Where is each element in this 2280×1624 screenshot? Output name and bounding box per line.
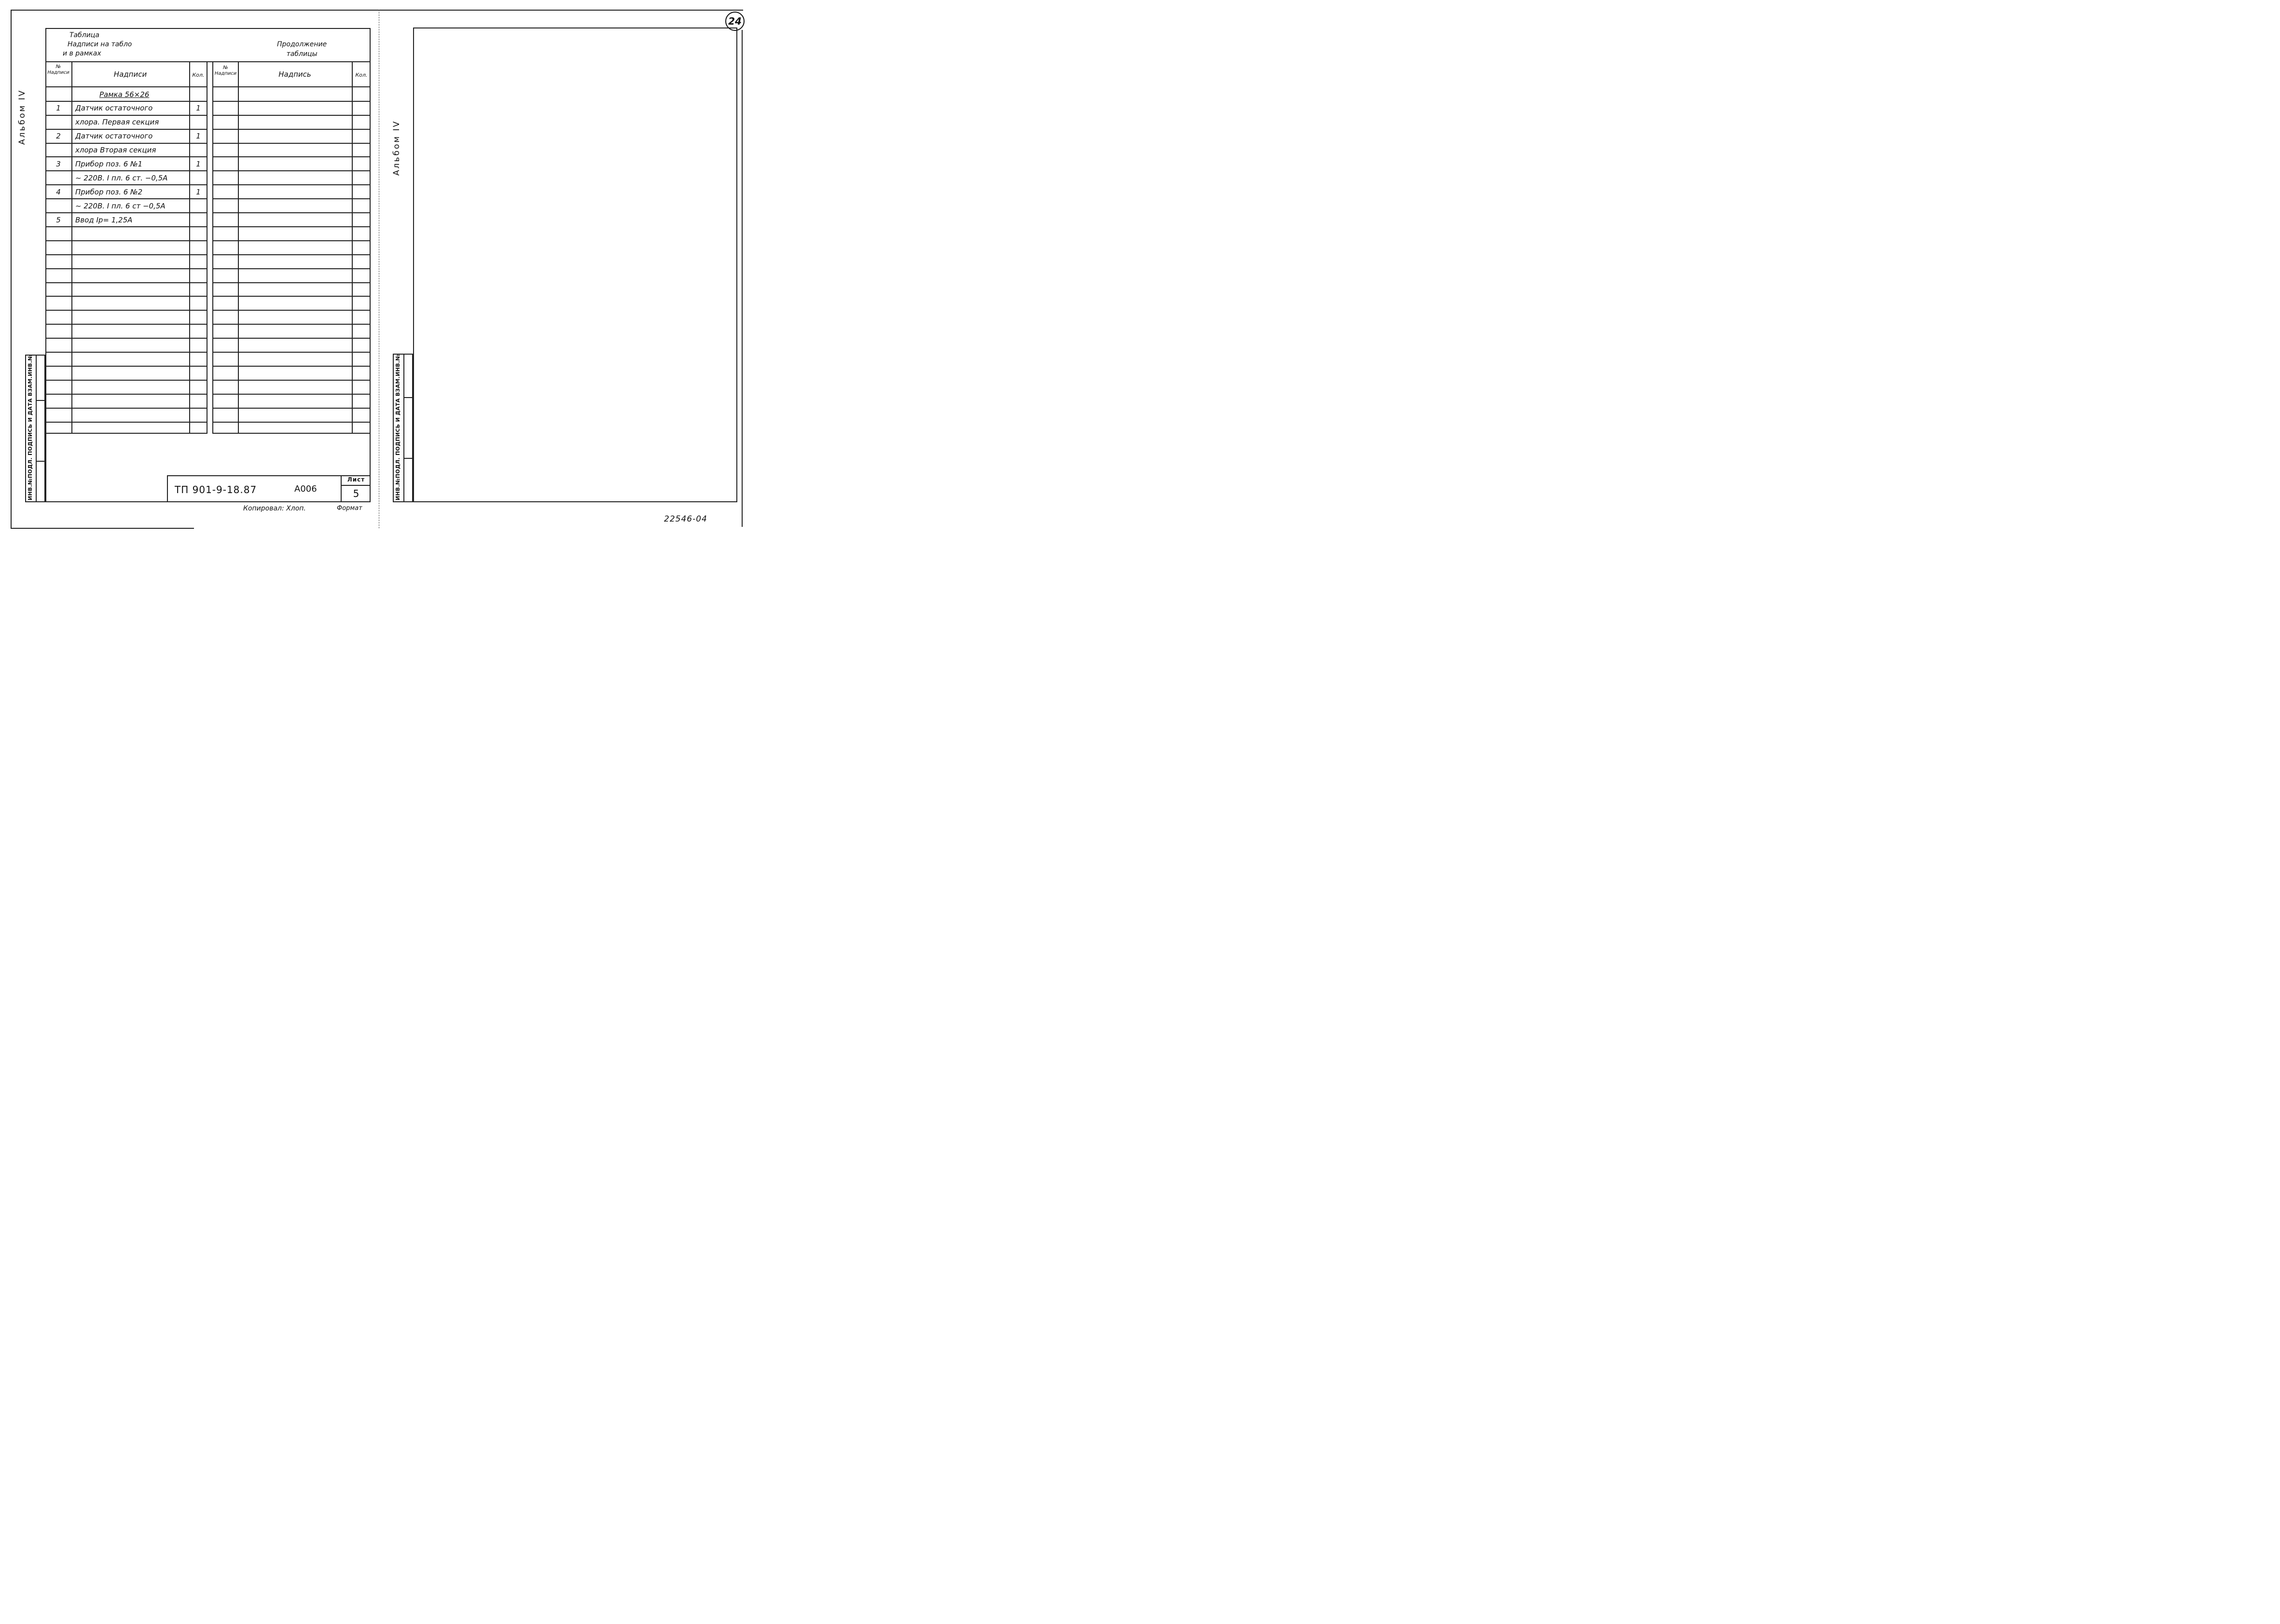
- side-stamp-right: [393, 354, 413, 502]
- stamp-line: [341, 476, 342, 501]
- table-row: [45, 157, 207, 171]
- stamp-line: [403, 458, 413, 459]
- row-qty: 1: [196, 160, 201, 168]
- table-row: [212, 157, 371, 171]
- row-qty: 1: [196, 132, 201, 141]
- row-number: [45, 143, 71, 157]
- table-row: [45, 338, 207, 352]
- stamp-line: [36, 461, 45, 462]
- row-text: ~ 220В. I пл. 6 ст. −0,5А: [75, 173, 168, 182]
- table-row: [212, 408, 371, 422]
- table-row: [45, 297, 207, 311]
- table-row: [45, 241, 207, 255]
- col-header-text-right: Надпись: [278, 70, 311, 79]
- table-row: [45, 366, 207, 380]
- copied-by: Копировал: Хлоп.: [243, 505, 306, 512]
- stamp-line: [403, 355, 404, 501]
- sheet-value: 5: [353, 488, 359, 499]
- album-label-left: Альбом IV: [17, 89, 27, 145]
- table-row: [212, 171, 371, 185]
- table-row: [212, 338, 371, 352]
- right-sheet-frame: [413, 28, 737, 502]
- side-stamp-text: ИНВ.№ПОДЛ. ПОДПИСЬ И ДАТА ВЗАМ.ИНВ.№: [27, 354, 33, 500]
- row-number: [45, 115, 71, 129]
- row-number: [45, 199, 71, 213]
- stamp-line: [36, 356, 37, 501]
- row-qty: [190, 171, 207, 185]
- table-row: [45, 255, 207, 269]
- col-header-qty: Кол.: [192, 72, 205, 78]
- row-qty: 1: [196, 187, 201, 196]
- title-stamp: [167, 475, 371, 502]
- outer-frame-bottom: [11, 528, 194, 529]
- continuation-heading-line-1: Продолжение: [277, 41, 327, 48]
- sheet-number-circled: 24: [728, 15, 742, 27]
- side-stamp-text-right: ИНВ.№ПОДЛ. ПОДПИСЬ И ДАТА ВЗАМ.ИНВ.№: [395, 354, 401, 500]
- row-number: 2: [56, 132, 61, 141]
- row-text: Ввод Iр= 1,25А: [75, 215, 133, 224]
- table-row: [45, 185, 207, 199]
- stamp-line: [36, 400, 45, 401]
- table-row: [45, 129, 207, 143]
- row-text: хлора. Первая секция: [75, 118, 159, 127]
- table-row: [212, 366, 371, 380]
- table-heading-line-1: Таблица: [69, 31, 99, 39]
- table-row: [212, 324, 371, 338]
- table-row: [45, 269, 207, 283]
- row-qty: [190, 199, 207, 213]
- row-text: ~ 220В. I пл. 6 ст −0,5А: [75, 201, 166, 210]
- row-qty: [190, 143, 207, 157]
- table-left: [45, 61, 207, 434]
- left-table-body: [45, 87, 207, 433]
- stamp-line: [403, 397, 413, 398]
- album-label-right: Альбом IV: [392, 120, 401, 176]
- row-number: 1: [56, 104, 61, 113]
- table-heading-line-3: и в рамках: [63, 50, 101, 57]
- table-heading: [56, 31, 132, 58]
- table-row: [212, 394, 371, 408]
- row-qty: [190, 115, 207, 129]
- table-right: [212, 61, 371, 434]
- table-row: [45, 115, 207, 129]
- table-row: [45, 87, 207, 101]
- side-stamp-left: [25, 355, 45, 502]
- row-qty: [190, 87, 207, 101]
- table-row: [45, 380, 207, 394]
- table-bottom-line: [212, 433, 371, 434]
- row-text: Рамка 56×26: [99, 90, 150, 99]
- table-row: [212, 269, 371, 283]
- continuation-heading-line-2: таблицы: [286, 50, 318, 58]
- table-heading-line-2: Надписи на табло: [68, 41, 132, 48]
- table-row: [212, 297, 371, 311]
- table-row: [45, 143, 207, 157]
- table-row: [45, 408, 207, 422]
- outer-frame-top: [11, 10, 743, 11]
- table-row: [212, 310, 371, 324]
- sheet-label: Лист: [347, 476, 365, 483]
- continuation-heading: [277, 40, 327, 59]
- table-row: [45, 101, 207, 115]
- table-row: [212, 115, 371, 129]
- table-row: [45, 171, 207, 185]
- table-row: [212, 255, 371, 269]
- col-header-no: № Надписи: [47, 64, 69, 75]
- table-row: [212, 352, 371, 366]
- table-row: [212, 283, 371, 297]
- table-bottom-line: [45, 433, 207, 434]
- right-edge-line: [742, 30, 743, 527]
- table-row: [45, 227, 207, 241]
- right-table-body: [212, 87, 371, 433]
- doc-code: ТП 901-9-18.87: [175, 484, 257, 495]
- table-row: [212, 199, 371, 213]
- outer-frame-left: [11, 10, 12, 528]
- table-row: [212, 129, 371, 143]
- table-row: [212, 213, 371, 227]
- row-line: [45, 422, 207, 423]
- row-number: 5: [56, 215, 61, 224]
- row-text: Прибор поз. 6 №2: [75, 187, 143, 196]
- row-qty: [190, 213, 207, 227]
- table-row: [45, 310, 207, 324]
- table-row: [45, 283, 207, 297]
- row-number: [45, 171, 71, 185]
- table-row: [212, 87, 371, 101]
- row-number: 3: [56, 160, 61, 168]
- row-number: [45, 87, 71, 101]
- format-label: Формат: [337, 505, 362, 512]
- row-text: Датчик остаточного: [75, 132, 153, 141]
- table-row: [45, 213, 207, 227]
- table-row: [45, 394, 207, 408]
- col-header-text: Надписи: [113, 70, 147, 79]
- archive-number: 22546-04: [664, 514, 707, 524]
- row-number: 4: [56, 187, 61, 196]
- table-row: [212, 227, 371, 241]
- table-row: [45, 352, 207, 366]
- table-row: [212, 241, 371, 255]
- row-text: хлора Вторая секция: [75, 146, 156, 155]
- table-row: [45, 199, 207, 213]
- table-row: [212, 143, 371, 157]
- table-row: [45, 324, 207, 338]
- album-code: А006: [294, 484, 317, 494]
- table-row: [212, 185, 371, 199]
- stamp-line: [341, 485, 371, 486]
- row-text: Прибор поз. 6 №1: [75, 160, 143, 168]
- row-qty: 1: [196, 104, 201, 113]
- row-line: [212, 422, 371, 423]
- table-row: [212, 380, 371, 394]
- col-header-qty-right: Кол.: [355, 72, 368, 78]
- col-header-no-right: № Надписи: [214, 65, 237, 76]
- row-text: Датчик остаточного: [75, 104, 153, 113]
- table-row: [212, 101, 371, 115]
